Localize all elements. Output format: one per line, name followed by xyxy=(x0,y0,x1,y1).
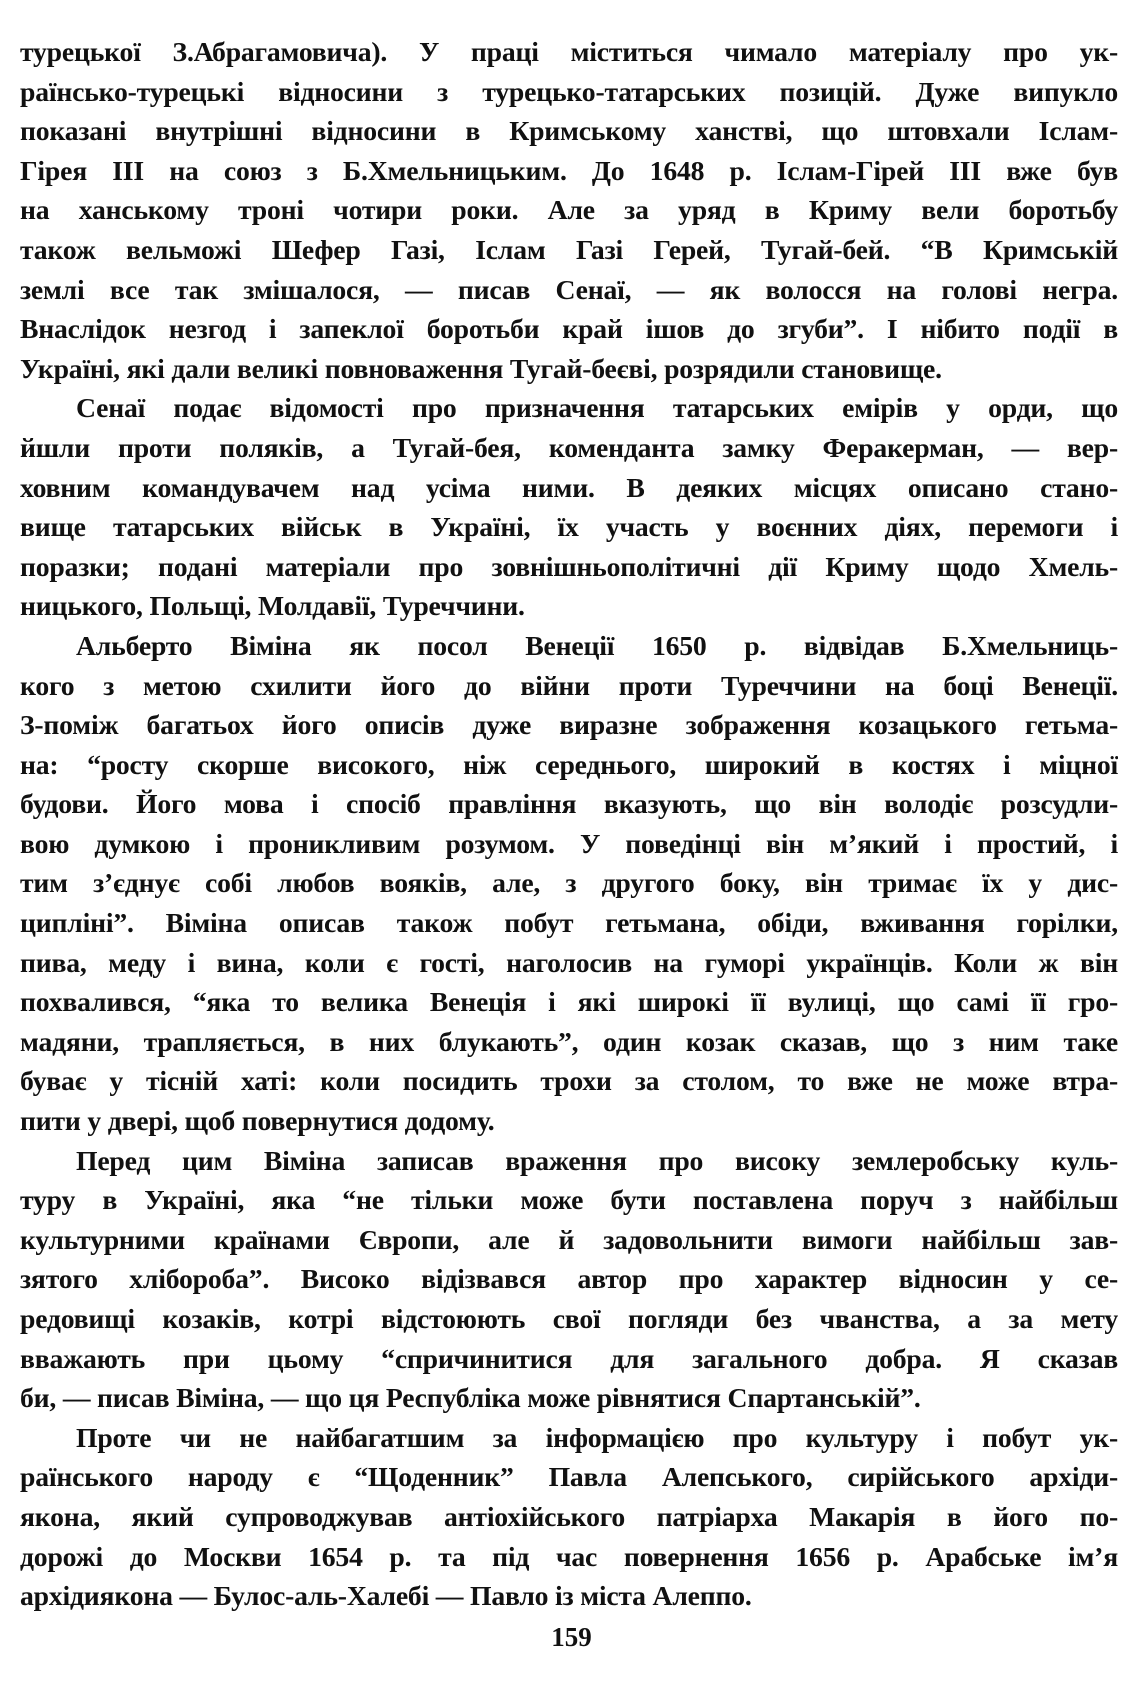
text-line: Гірея III на союз з Б.Хмельницьким. До 1648 р. Іслам-Гірей III вже був xyxy=(20,154,1118,186)
paragraph xyxy=(20,1418,1118,1616)
page-number: 159 xyxy=(551,1622,592,1652)
text-line: буває у тісній хаті: коли посидить трохи за столом, то вже не може втра- xyxy=(20,1065,1118,1097)
text-line xyxy=(20,626,1118,666)
paragraph xyxy=(20,388,1118,626)
text-line: вважають при цьому “спричинитися для загального добра. Я сказав xyxy=(20,1342,1118,1374)
text-line: зятого хлібороба”. Високо відізвався автор про характер відносин у се- xyxy=(20,1263,1118,1295)
text-line: вою думкою і проникливим розумом. У поведінці він м’який і простий, і xyxy=(20,827,1118,859)
paragraph xyxy=(20,626,1118,1141)
text-line: якона, який супроводжував антіохійського патріарха Макарія в його по- xyxy=(20,1500,1118,1532)
text-line: раїнського народу є “Щоденник” Павла Алепського, сирійського архіди- xyxy=(20,1461,1118,1493)
text-line: мадяни, трапляється, в них блукають”, один козак сказав, що з ним таке xyxy=(20,1025,1118,1057)
text-line: кого з метою схилити його до війни проти Туреччини на боці Венеції. xyxy=(20,669,1118,701)
text-line: землі все так змішалося, — писав Сенаї, — як волосся на голові негра. xyxy=(20,273,1118,305)
paragraph xyxy=(20,32,1118,388)
text-line: пива, меду і вина, коли є гості, наголосив на гуморі українців. Коли ж він xyxy=(20,946,1118,978)
text-line: ципліні”. Віміна описав також побут гетьмана, обіди, вживання горілки, xyxy=(20,907,1118,939)
highlighted-name: Альберто Віміна xyxy=(76,629,312,661)
text-line: дорожі до Москви 1654 р. та під час повернення 1656 р. Арабське ім’я xyxy=(20,1540,1118,1572)
text-line: будови. Його мова і спосіб правління вказують, що він володіє розсудли- xyxy=(20,788,1118,820)
text-line: туру в Україні, яка “не тільки може бути поставлена поруч з найбільш xyxy=(20,1184,1118,1216)
text-line: архідиякона — Булос-аль-Халебі — Павло із міста Алеппо. xyxy=(20,1580,752,1612)
text-line: редовищі козаків, котрі відстоюють свої погляди без чванства, а за мету xyxy=(20,1303,1118,1334)
text-line: на: “росту скорше високого, ніж середнього, широкий в костях і міцної xyxy=(20,748,1118,780)
text-line: культурними країнами Європи, але й задовольнити вимоги найбільш зав- xyxy=(20,1223,1118,1255)
text-line: пити у двері, щоб повернутися додому. xyxy=(20,1105,495,1137)
paragraph xyxy=(20,1141,1118,1418)
text-line-rest: як посол Венеції 1650 р. відвідав Б.Хмельниць- xyxy=(311,629,1118,661)
text-line: показані внутрішні відносини в Кримському ханстві, що штовхали Іслам- xyxy=(20,115,1118,147)
text-line: З-поміж багатьох його описів дуже виразне зображення козацького гетьма- xyxy=(20,709,1118,741)
text-line: би, — писав Віміна, — що ця Республіка може рівнятися Спартанській”. xyxy=(20,1382,921,1414)
text-line: ницького, Польщі, Молдавії, Туреччини. xyxy=(20,590,525,622)
text-line: Внаслідок незгод і запеклої боротьби край ішов до згуби”. І нібито події в xyxy=(20,313,1118,345)
text-line: вище татарських військ в Україні, їх участь у воєнних діях, перемоги і xyxy=(20,511,1118,543)
text-line: Сенаї подає відомості про призначення татарських емірів у орди, що xyxy=(76,392,1118,424)
text-line: турецької З.Абрагамовича). У праці міститься чимало матеріалу про ук- xyxy=(20,36,1118,67)
text-line: йшли проти поляків, а Тугай-бея, коменданта замку Феракерман, — вер- xyxy=(20,431,1118,463)
text-line: Проте чи не найбагатшим за інформацією про культуру і побут ук- xyxy=(76,1421,1118,1453)
text-line: ховним командувачем над усіма ними. В деяких місцях описано стано- xyxy=(20,471,1118,503)
text-line: на ханському троні чотири роки. Але за уряд в Криму вели боротьбу xyxy=(20,194,1118,226)
text-line: тим з’єднує собі любов вояків, але, з другого боку, він тримає їх у дис- xyxy=(20,867,1118,899)
text-line: поразки; подані матеріали про зовнішньополітичні дії Криму щодо Хмель- xyxy=(20,550,1118,582)
text-line: Україні, які дали великі повноваження Тугай-беєві, розрядили становище. xyxy=(20,352,942,384)
page-body xyxy=(20,32,1118,1616)
text-line: також вельможі Шефер Газі, Іслам Газі Герей, Тугай-бей. “В Кримській xyxy=(20,233,1118,265)
text-line: Перед цим Віміна записав враження про високу землеробську куль- xyxy=(76,1144,1118,1176)
text-line: похвалився, “яка то велика Венеція і які широкі її вулиці, що самі її гро- xyxy=(20,986,1118,1018)
text-line: раїнсько-турецькі відносини з турецько-татарських позицій. Дуже випукло xyxy=(20,75,1118,107)
